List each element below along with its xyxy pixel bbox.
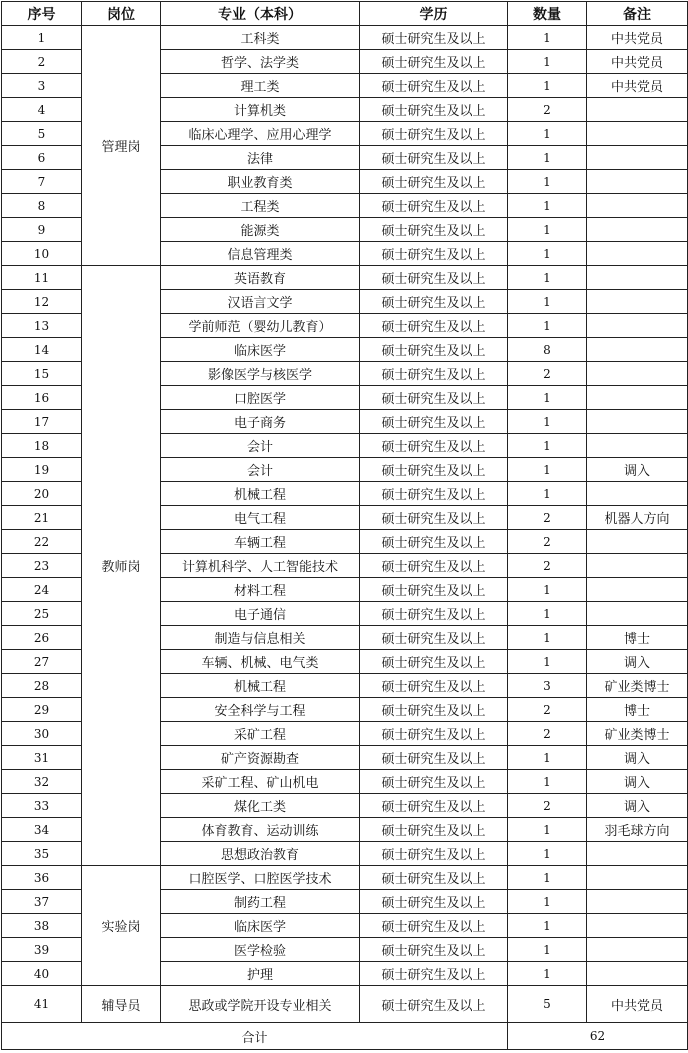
- cell-note: [587, 554, 688, 578]
- cell-major: 工程类: [161, 194, 360, 218]
- cell-quantity: 8: [508, 338, 587, 362]
- cell-education: 硕士研究生及以上: [360, 314, 508, 338]
- cell-serial: 13: [2, 314, 82, 338]
- cell-education: 硕士研究生及以上: [360, 722, 508, 746]
- cell-quantity: 1: [508, 650, 587, 674]
- cell-education: 硕士研究生及以上: [360, 98, 508, 122]
- cell-note: [587, 314, 688, 338]
- total-value: 62: [508, 1023, 688, 1050]
- cell-note: [587, 122, 688, 146]
- cell-major: 电子商务: [161, 410, 360, 434]
- cell-note: [587, 914, 688, 938]
- cell-quantity: 1: [508, 74, 587, 98]
- cell-serial: 12: [2, 290, 82, 314]
- cell-note: [587, 146, 688, 170]
- header-major: 专业（本科）: [161, 2, 360, 26]
- cell-quantity: 1: [508, 434, 587, 458]
- cell-serial: 38: [2, 914, 82, 938]
- cell-quantity: 2: [508, 722, 587, 746]
- cell-note: [587, 578, 688, 602]
- cell-quantity: 1: [508, 386, 587, 410]
- table-row: [2, 26, 688, 50]
- cell-note: [587, 194, 688, 218]
- cell-quantity: 1: [508, 314, 587, 338]
- cell-serial: 24: [2, 578, 82, 602]
- cell-education: 硕士研究生及以上: [360, 794, 508, 818]
- cell-quantity: 1: [508, 914, 587, 938]
- cell-note: 调入: [587, 794, 688, 818]
- cell-education: 硕士研究生及以上: [360, 530, 508, 554]
- cell-education: 硕士研究生及以上: [360, 434, 508, 458]
- cell-position-group: 实验岗: [82, 866, 161, 986]
- header-education: 学历: [360, 2, 508, 26]
- cell-major: 体育教育、运动训练: [161, 818, 360, 842]
- cell-education: 硕士研究生及以上: [360, 818, 508, 842]
- cell-note: 矿业类博士: [587, 722, 688, 746]
- cell-major: 临床医学: [161, 338, 360, 362]
- table-row: [2, 986, 688, 1023]
- cell-note: [587, 338, 688, 362]
- cell-serial: 6: [2, 146, 82, 170]
- cell-quantity: 3: [508, 674, 587, 698]
- cell-major: 理工类: [161, 74, 360, 98]
- cell-education: 硕士研究生及以上: [360, 914, 508, 938]
- cell-serial: 18: [2, 434, 82, 458]
- cell-major: 矿产资源勘查: [161, 746, 360, 770]
- cell-serial: 30: [2, 722, 82, 746]
- cell-serial: 29: [2, 698, 82, 722]
- cell-serial: 19: [2, 458, 82, 482]
- cell-serial: 22: [2, 530, 82, 554]
- cell-education: 硕士研究生及以上: [360, 290, 508, 314]
- cell-education: 硕士研究生及以上: [360, 242, 508, 266]
- cell-quantity: 1: [508, 482, 587, 506]
- cell-serial: 23: [2, 554, 82, 578]
- cell-serial: 15: [2, 362, 82, 386]
- cell-position-group: 管理岗: [82, 26, 161, 266]
- total-row: [2, 1023, 688, 1050]
- cell-education: 硕士研究生及以上: [360, 146, 508, 170]
- cell-major: 计算机类: [161, 98, 360, 122]
- cell-note: 调入: [587, 770, 688, 794]
- cell-serial: 9: [2, 218, 82, 242]
- cell-education: 硕士研究生及以上: [360, 362, 508, 386]
- cell-quantity: 1: [508, 770, 587, 794]
- cell-serial: 32: [2, 770, 82, 794]
- cell-serial: 25: [2, 602, 82, 626]
- cell-quantity: 1: [508, 626, 587, 650]
- cell-note: [587, 962, 688, 986]
- cell-education: 硕士研究生及以上: [360, 866, 508, 890]
- cell-serial: 33: [2, 794, 82, 818]
- cell-quantity: 1: [508, 842, 587, 866]
- cell-note: [587, 482, 688, 506]
- cell-note: 机器人方向: [587, 506, 688, 530]
- cell-note: [587, 170, 688, 194]
- cell-note: [587, 938, 688, 962]
- cell-note: 博士: [587, 626, 688, 650]
- cell-education: 硕士研究生及以上: [360, 626, 508, 650]
- cell-major: 煤化工类: [161, 794, 360, 818]
- cell-serial: 5: [2, 122, 82, 146]
- cell-serial: 26: [2, 626, 82, 650]
- recruitment-table: [1, 1, 688, 1050]
- cell-major: 机械工程: [161, 482, 360, 506]
- cell-quantity: 2: [508, 98, 587, 122]
- cell-serial: 37: [2, 890, 82, 914]
- cell-major: 电子通信: [161, 602, 360, 626]
- cell-serial: 17: [2, 410, 82, 434]
- cell-quantity: 1: [508, 122, 587, 146]
- cell-major: 会计: [161, 434, 360, 458]
- cell-note: 中共党员: [587, 50, 688, 74]
- cell-quantity: 1: [508, 866, 587, 890]
- cell-major: 医学检验: [161, 938, 360, 962]
- cell-major: 会计: [161, 458, 360, 482]
- cell-quantity: 1: [508, 290, 587, 314]
- cell-education: 硕士研究生及以上: [360, 170, 508, 194]
- cell-serial: 40: [2, 962, 82, 986]
- cell-major: 信息管理类: [161, 242, 360, 266]
- cell-major: 电气工程: [161, 506, 360, 530]
- cell-note: [587, 386, 688, 410]
- cell-education: 硕士研究生及以上: [360, 26, 508, 50]
- cell-education: 硕士研究生及以上: [360, 74, 508, 98]
- cell-education: 硕士研究生及以上: [360, 746, 508, 770]
- cell-major: 汉语言文学: [161, 290, 360, 314]
- cell-education: 硕士研究生及以上: [360, 602, 508, 626]
- cell-education: 硕士研究生及以上: [360, 338, 508, 362]
- cell-major: 口腔医学: [161, 386, 360, 410]
- cell-quantity: 1: [508, 242, 587, 266]
- cell-quantity: 2: [508, 794, 587, 818]
- cell-quantity: 1: [508, 218, 587, 242]
- cell-quantity: 1: [508, 578, 587, 602]
- cell-note: [587, 530, 688, 554]
- cell-note: [587, 290, 688, 314]
- table-row: [2, 866, 688, 890]
- cell-major: 临床心理学、应用心理学: [161, 122, 360, 146]
- cell-quantity: 1: [508, 410, 587, 434]
- cell-major: 材料工程: [161, 578, 360, 602]
- cell-major: 车辆工程: [161, 530, 360, 554]
- cell-major: 思想政治教育: [161, 842, 360, 866]
- cell-quantity: 1: [508, 26, 587, 50]
- cell-quantity: 2: [508, 554, 587, 578]
- cell-serial: 4: [2, 98, 82, 122]
- cell-major: 护理: [161, 962, 360, 986]
- header-serial: 序号: [2, 2, 82, 26]
- header-note: 备注: [587, 2, 688, 26]
- cell-quantity: 1: [508, 890, 587, 914]
- cell-quantity: 1: [508, 170, 587, 194]
- cell-education: 硕士研究生及以上: [360, 506, 508, 530]
- cell-serial: 36: [2, 866, 82, 890]
- cell-education: 硕士研究生及以上: [360, 50, 508, 74]
- cell-note: [587, 362, 688, 386]
- cell-major: 哲学、法学类: [161, 50, 360, 74]
- cell-serial: 10: [2, 242, 82, 266]
- cell-quantity: 1: [508, 146, 587, 170]
- cell-serial: 35: [2, 842, 82, 866]
- cell-education: 硕士研究生及以上: [360, 674, 508, 698]
- cell-note: [587, 410, 688, 434]
- cell-note: 中共党员: [587, 74, 688, 98]
- cell-note: 博士: [587, 698, 688, 722]
- cell-serial: 27: [2, 650, 82, 674]
- cell-serial: 7: [2, 170, 82, 194]
- cell-education: 硕士研究生及以上: [360, 410, 508, 434]
- cell-note: [587, 98, 688, 122]
- cell-serial: 16: [2, 386, 82, 410]
- cell-serial: 14: [2, 338, 82, 362]
- cell-major: 制药工程: [161, 890, 360, 914]
- cell-major: 思政或学院开设专业相关: [161, 986, 360, 1023]
- cell-quantity: 1: [508, 746, 587, 770]
- cell-major: 法律: [161, 146, 360, 170]
- cell-quantity: 1: [508, 194, 587, 218]
- cell-major: 采矿工程: [161, 722, 360, 746]
- cell-education: 硕士研究生及以上: [360, 890, 508, 914]
- cell-serial: 1: [2, 26, 82, 50]
- cell-serial: 31: [2, 746, 82, 770]
- header-row: [2, 2, 688, 26]
- cell-education: 硕士研究生及以上: [360, 482, 508, 506]
- cell-quantity: 1: [508, 818, 587, 842]
- cell-major: 英语教育: [161, 266, 360, 290]
- header-quantity: 数量: [508, 2, 587, 26]
- cell-serial: 3: [2, 74, 82, 98]
- cell-position-group: 教师岗: [82, 266, 161, 866]
- cell-major: 口腔医学、口腔医学技术: [161, 866, 360, 890]
- cell-education: 硕士研究生及以上: [360, 770, 508, 794]
- cell-education: 硕士研究生及以上: [360, 218, 508, 242]
- cell-note: 中共党员: [587, 26, 688, 50]
- cell-serial: 11: [2, 266, 82, 290]
- cell-serial: 20: [2, 482, 82, 506]
- cell-education: 硕士研究生及以上: [360, 122, 508, 146]
- cell-major: 学前师范（婴幼儿教育）: [161, 314, 360, 338]
- total-label: 合计: [2, 1023, 508, 1050]
- cell-major: 能源类: [161, 218, 360, 242]
- cell-serial: 21: [2, 506, 82, 530]
- cell-major: 车辆、机械、电气类: [161, 650, 360, 674]
- cell-quantity: 5: [508, 986, 587, 1023]
- cell-note: 中共党员: [587, 986, 688, 1023]
- cell-quantity: 2: [508, 698, 587, 722]
- cell-major: 工科类: [161, 26, 360, 50]
- cell-serial: 8: [2, 194, 82, 218]
- cell-note: 调入: [587, 650, 688, 674]
- cell-note: 调入: [587, 746, 688, 770]
- cell-quantity: 2: [508, 530, 587, 554]
- cell-quantity: 1: [508, 458, 587, 482]
- cell-education: 硕士研究生及以上: [360, 194, 508, 218]
- cell-position-group: 辅导员: [82, 986, 161, 1023]
- cell-quantity: 1: [508, 962, 587, 986]
- cell-education: 硕士研究生及以上: [360, 962, 508, 986]
- table-body: [2, 26, 688, 1023]
- cell-education: 硕士研究生及以上: [360, 842, 508, 866]
- cell-education: 硕士研究生及以上: [360, 386, 508, 410]
- cell-quantity: 2: [508, 506, 587, 530]
- cell-serial: 34: [2, 818, 82, 842]
- cell-quantity: 2: [508, 362, 587, 386]
- cell-note: [587, 266, 688, 290]
- cell-major: 影像医学与核医学: [161, 362, 360, 386]
- cell-note: [587, 242, 688, 266]
- cell-major: 计算机科学、人工智能技术: [161, 554, 360, 578]
- cell-note: 羽毛球方向: [587, 818, 688, 842]
- cell-education: 硕士研究生及以上: [360, 650, 508, 674]
- cell-education: 硕士研究生及以上: [360, 698, 508, 722]
- cell-education: 硕士研究生及以上: [360, 458, 508, 482]
- cell-major: 采矿工程、矿山机电: [161, 770, 360, 794]
- cell-quantity: 1: [508, 938, 587, 962]
- cell-serial: 39: [2, 938, 82, 962]
- cell-major: 机械工程: [161, 674, 360, 698]
- cell-education: 硕士研究生及以上: [360, 986, 508, 1023]
- cell-note: 矿业类博士: [587, 674, 688, 698]
- header-position: 岗位: [82, 2, 161, 26]
- cell-serial: 28: [2, 674, 82, 698]
- cell-note: [587, 866, 688, 890]
- cell-note: [587, 842, 688, 866]
- cell-note: [587, 218, 688, 242]
- cell-note: [587, 434, 688, 458]
- cell-education: 硕士研究生及以上: [360, 938, 508, 962]
- cell-note: [587, 602, 688, 626]
- cell-education: 硕士研究生及以上: [360, 554, 508, 578]
- cell-education: 硕士研究生及以上: [360, 266, 508, 290]
- cell-serial: 41: [2, 986, 82, 1023]
- table-row: [2, 266, 688, 290]
- cell-quantity: 1: [508, 266, 587, 290]
- cell-quantity: 1: [508, 602, 587, 626]
- cell-serial: 2: [2, 50, 82, 74]
- cell-major: 临床医学: [161, 914, 360, 938]
- cell-quantity: 1: [508, 50, 587, 74]
- cell-education: 硕士研究生及以上: [360, 578, 508, 602]
- cell-major: 职业教育类: [161, 170, 360, 194]
- cell-note: [587, 890, 688, 914]
- cell-note: 调入: [587, 458, 688, 482]
- cell-major: 安全科学与工程: [161, 698, 360, 722]
- cell-major: 制造与信息相关: [161, 626, 360, 650]
